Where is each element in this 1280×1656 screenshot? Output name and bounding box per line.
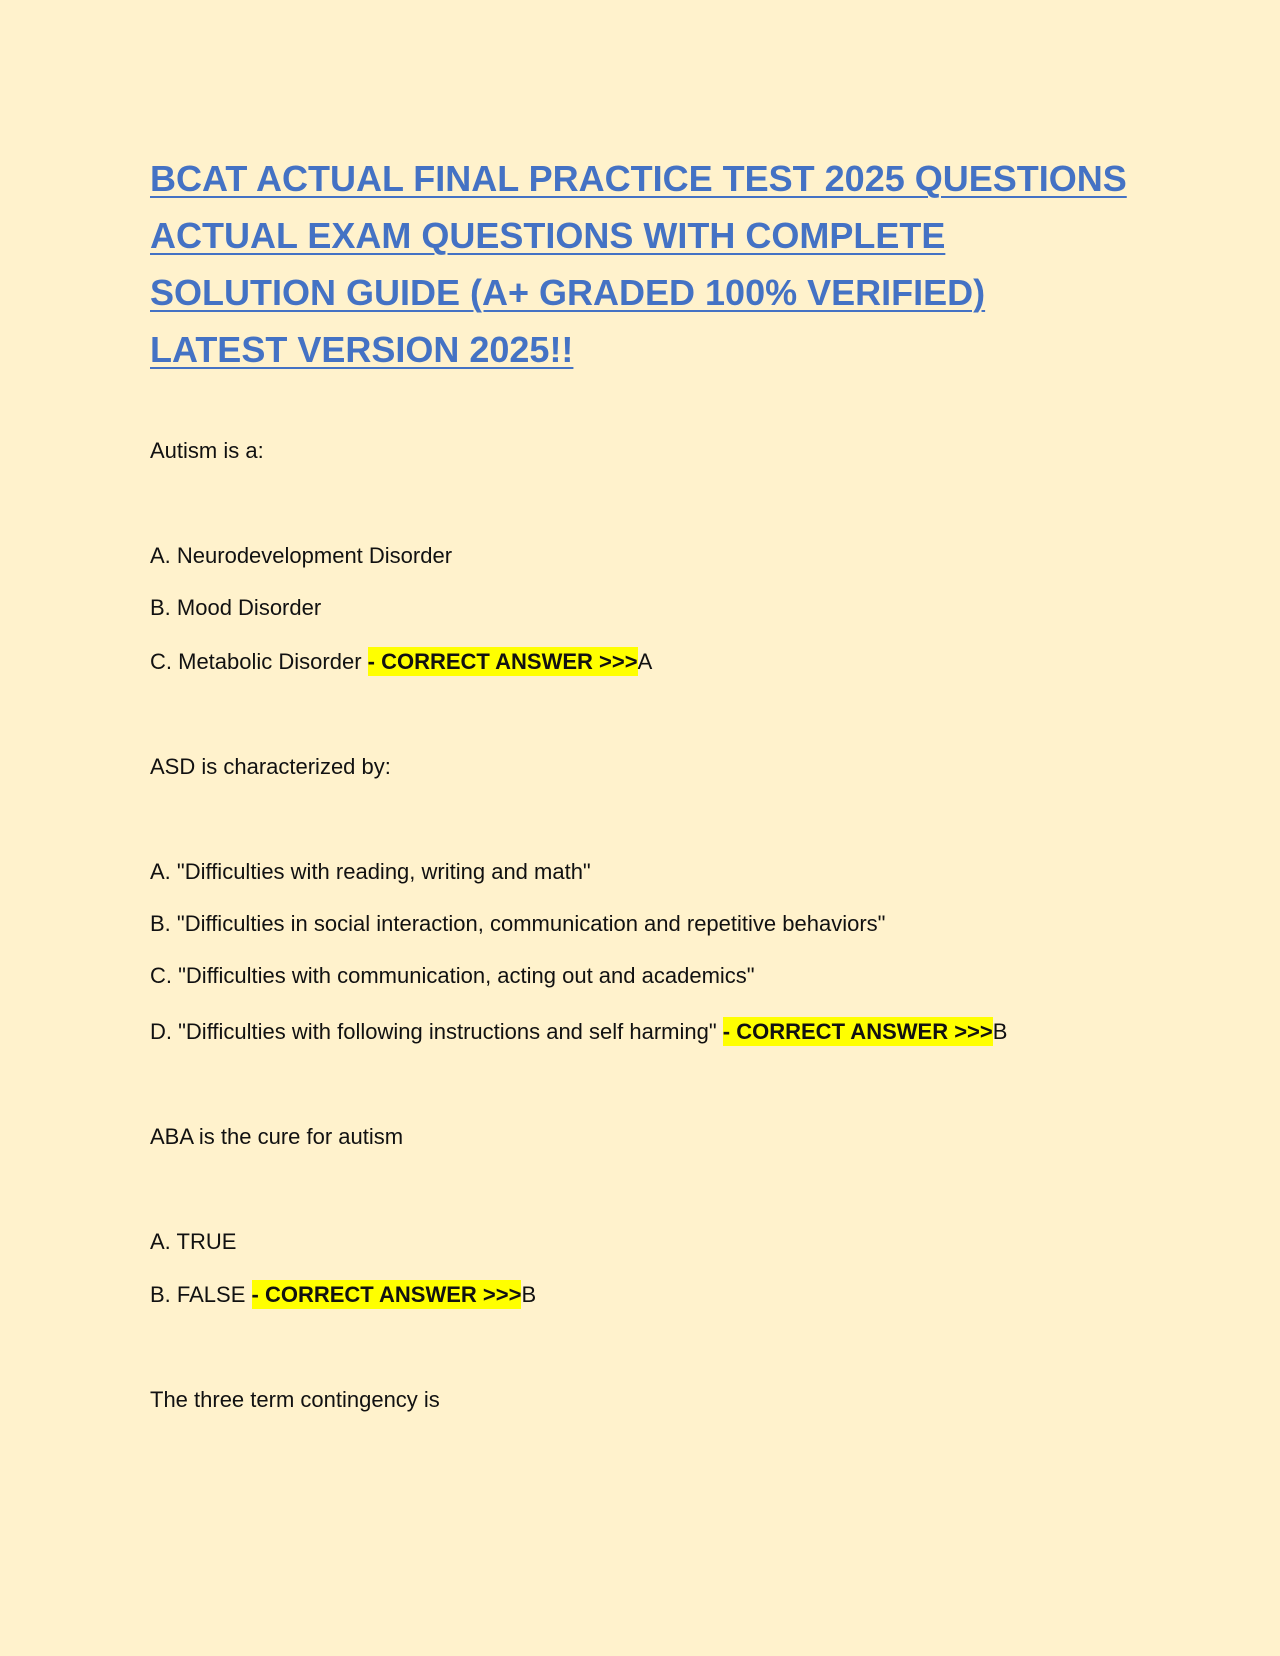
question-prompt: Autism is a:: [150, 438, 264, 463]
answer-option: A. Neurodevelopment Disorder: [150, 543, 453, 568]
option-text: B. FALSE: [150, 1282, 252, 1307]
option-text: D. "Difficulties with following instructions and self harming": [150, 1019, 723, 1044]
answer-option: B. Mood Disorder: [150, 595, 322, 620]
answer-option-with-key: [150, 1017, 1007, 1047]
answer-option: C. "Difficulties with communication, acting out and academics": [150, 963, 755, 988]
question-prompt: The three term contingency is: [150, 1387, 440, 1412]
correct-answer-marker: - CORRECT ANSWER >>>: [367, 649, 638, 674]
question-prompt: ABA is the cure for autism: [150, 1124, 404, 1149]
option-text: C. Metabolic Disorder: [150, 649, 368, 674]
correct-answer-letter: B: [521, 1282, 537, 1307]
answer-option: A. TRUE: [150, 1229, 237, 1254]
question-prompt: ASD is characterized by:: [150, 754, 391, 779]
answer-option-with-key: [150, 647, 652, 677]
answer-option: B. "Difficulties in social interaction, communication and repetitive behaviors": [150, 911, 886, 936]
correct-answer-letter: B: [992, 1019, 1008, 1044]
document-title: BCAT ACTUAL FINAL PRACTICE TEST 2025 QUESTIONS ACTUAL EXAM QUESTIONS WITH COMPLETE SOLUTION GUIDE (A+ GRADED 100% VERIFIED) LATEST VERSION 2025!!: [150, 158, 1127, 370]
answer-option-with-key: [150, 1280, 536, 1310]
correct-answer-marker: - CORRECT ANSWER >>>: [722, 1019, 993, 1044]
answer-option: A. "Difficulties with reading, writing and math": [150, 859, 591, 884]
correct-answer-marker: - CORRECT ANSWER >>>: [251, 1282, 522, 1307]
correct-answer-letter: A: [637, 649, 653, 674]
